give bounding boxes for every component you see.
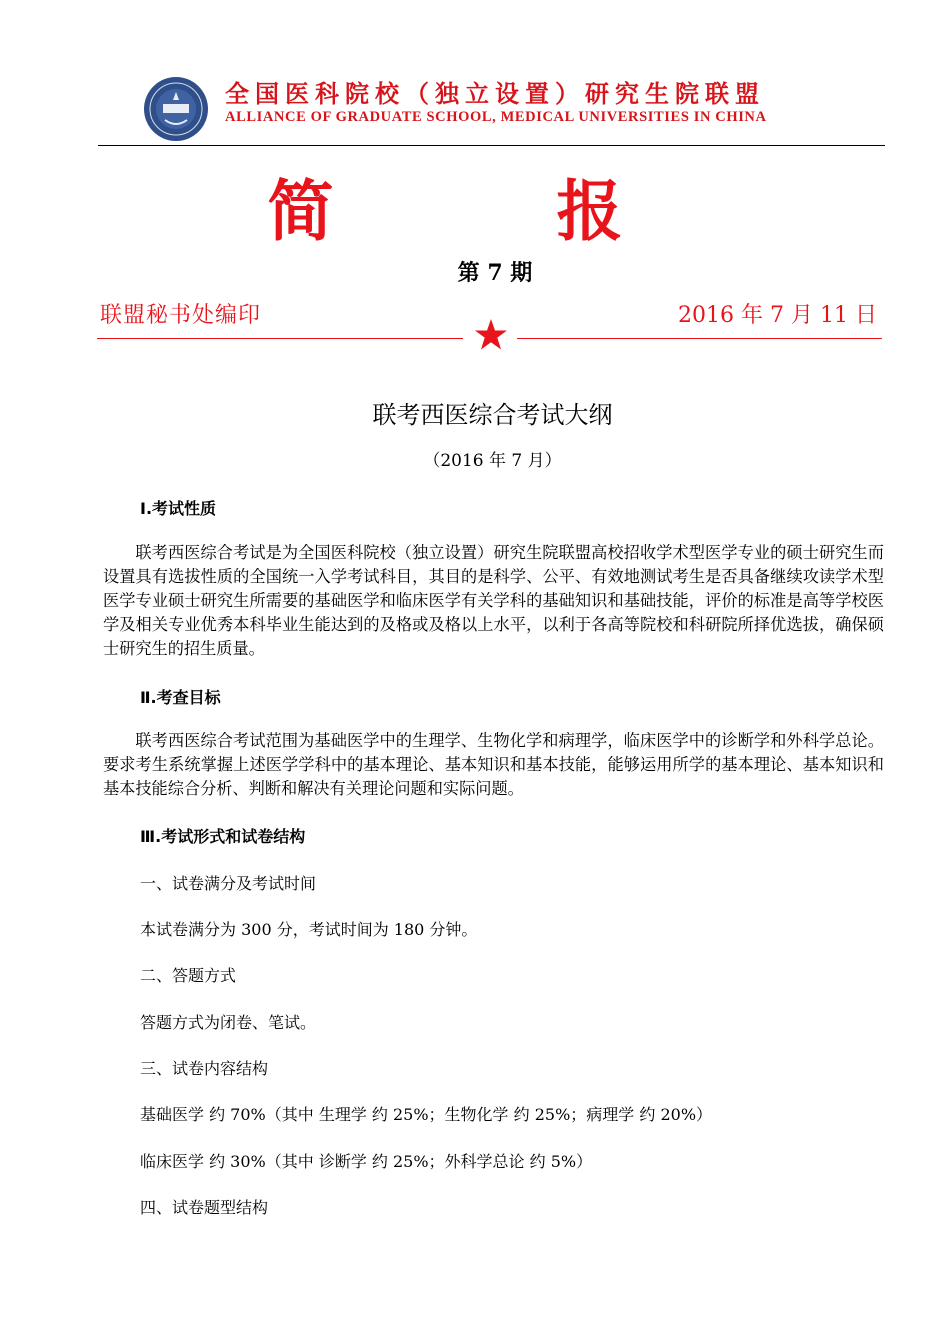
section-heading-2: Ⅱ.考查目标 [140, 688, 221, 707]
list-item: 四、试卷题型结构 [140, 1198, 269, 1217]
list-item: 二、答题方式 [140, 966, 237, 985]
star-icon [474, 318, 508, 352]
list-item: 临床医学 约 30%（其中 诊断学 约 25%；外科学总论 约 5%） [140, 1152, 593, 1171]
list-item: 三、试卷内容结构 [140, 1059, 269, 1078]
section-heading-1: Ⅰ.考试性质 [140, 499, 217, 518]
list-item: 基础医学 约 70%（其中 生理学 约 25%；生物化学 约 25%；病理学 约 20%） [140, 1105, 713, 1124]
red-divider-right [517, 338, 882, 339]
bulletin-title: 简 报 [267, 173, 723, 250]
paragraph-exam-objectives: 联考西医综合考试范围为基础医学中的生理学、生物化学和病理学，临床医学中的诊断学和外科学总论。要求考生系统掌握上述医学学科中的基本理论、基本知识和基本技能，能够运用所学的基本理论、基本知识和基本技能综合分析、判断和解决有关理论问题和实际问题。 [103, 731, 884, 798]
red-divider-left [97, 338, 463, 339]
org-name-en: ALLIANCE OF GRADUATE SCHOOL, MEDICAL UNIVERSITIES IN CHINA [225, 109, 767, 125]
document-title: 联考西医综合考试大纲 [372, 401, 613, 429]
list-item: 一、试卷满分及考试时间 [140, 874, 317, 893]
list-item: 本试卷满分为 300 分，考试时间为 180 分钟。 [140, 920, 478, 939]
alliance-seal-icon [143, 76, 209, 142]
section-heading-3: Ⅲ.考试形式和试卷结构 [140, 827, 306, 846]
header-divider [98, 145, 885, 146]
document-date: （2016 年 7 月） [423, 451, 562, 471]
issue-number: 第 7 期 [457, 260, 533, 286]
list-item: 答题方式为闭卷、笔试。 [140, 1013, 317, 1032]
paragraph-exam-nature: 联考西医综合考试是为全国医科院校（独立设置）研究生院联盟高校招收学术型医学专业的硕士研究生而设置具有选拔性质的全国统一入学考试科目，其目的是科学、公平、有效地测试考生是否具备继续攻读学术型医学专业硕士研究生所需要的基础医学和临床医学有关学科的基础知识和基础技能，评价的标准是高等学校医学及相关专业优秀本科毕业生能达到的及格或及格以上水平，以利于各高等院校和科研院所择优选拔，确保硕士研究生的招生质量。 [103, 543, 884, 658]
editor-label: 联盟秘书处编印 [100, 303, 262, 328]
issue-date: 2016 年 7 月 11 日 [678, 303, 877, 328]
org-name-cn: 全国医科院校（独立设置）研究生院联盟 [225, 80, 765, 108]
